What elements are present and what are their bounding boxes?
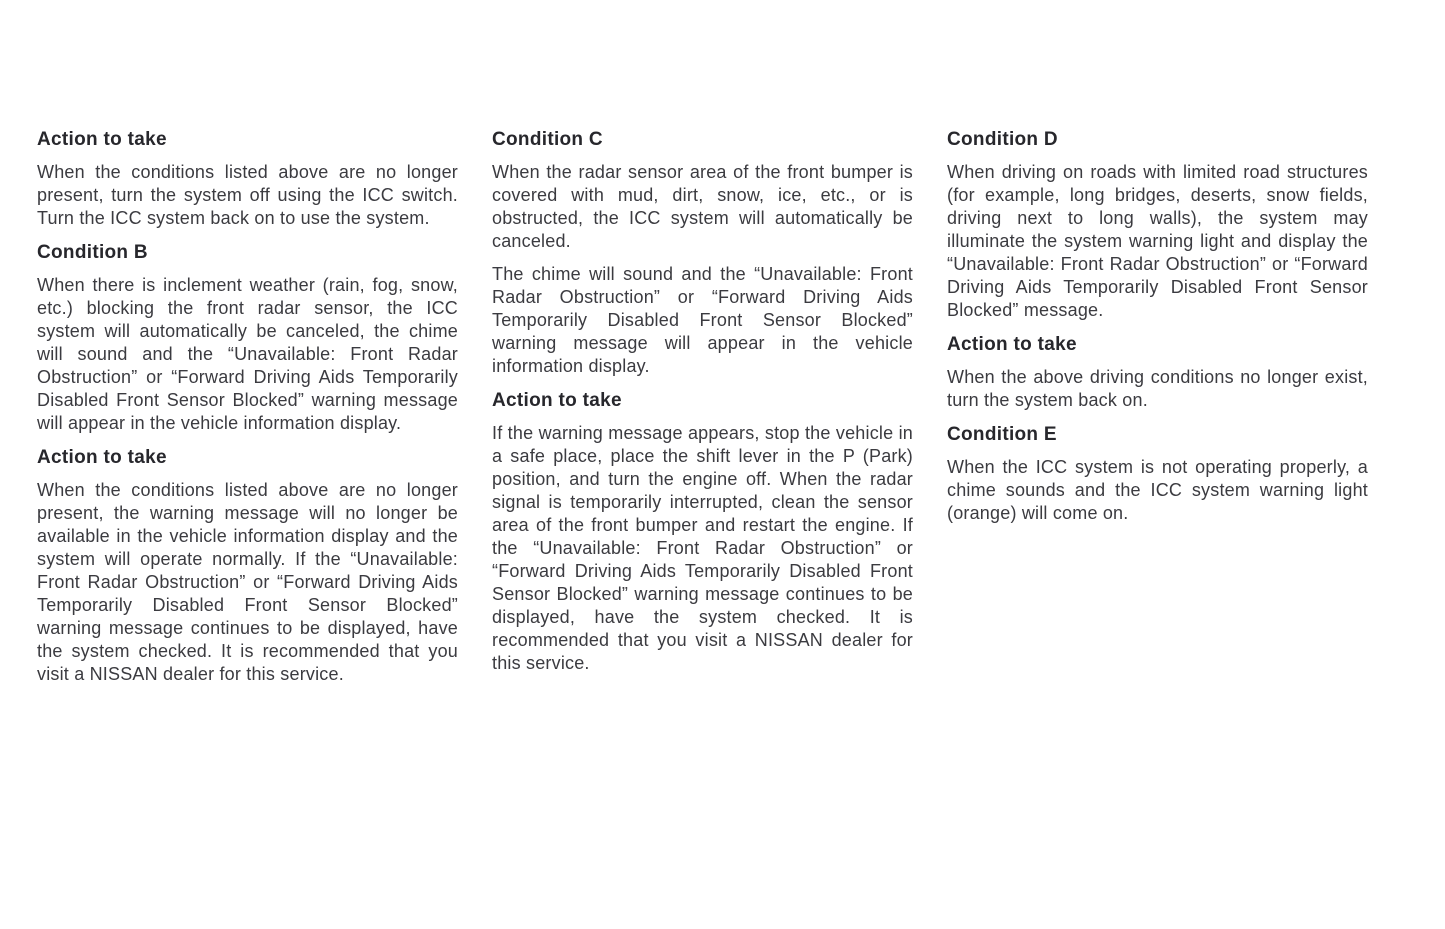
section-heading-condition-b: Condition B xyxy=(37,242,148,263)
body-paragraph: When there is inclement weather (rain, fog, snow, etc.) blocking the front radar sensor, the ICC system will automatically be canceled, the chime will sound and the “Unavailable: Front Radar Obstruction” or “Forward Driving Aids Temporarily Disabled Front Sensor Blocked” warning message will appear in the vehicle information display. xyxy=(37,275,458,433)
section-heading-action-to-take: Action to take xyxy=(37,129,167,150)
text-column-left xyxy=(37,128,458,929)
body-paragraph: When the above driving conditions no longer exist, turn the system back on. xyxy=(947,367,1368,410)
section-heading-condition-d: Condition D xyxy=(947,129,1058,150)
section-heading-action-to-take: Action to take xyxy=(492,390,622,411)
body-paragraph: The chime will sound and the “Unavailable: Front Radar Obstruction” or “Forward Driving Aids Temporarily Disabled Front Sensor Blocked” warning message will appear in the vehicle information display. xyxy=(492,264,913,376)
body-paragraph: When the conditions listed above are no longer present, the warning message will no longer be available in the vehicle information display and the system will operate normally. If the “Unavailable: Front Radar Obstruction” or “Forward Driving Aids Temporarily Disabled Front Sensor Blocked” warning message continues to be displayed, have the system checked. It is recommended that you visit a NISSAN dealer for this service. xyxy=(37,480,458,684)
body-paragraph: When the radar sensor area of the front bumper is covered with mud, dirt, snow, ice, etc., or is obstructed, the ICC system will automatically be canceled. xyxy=(492,162,913,251)
text-column-right xyxy=(947,128,1368,929)
section-heading-action-to-take: Action to take xyxy=(947,334,1077,355)
text-column-middle xyxy=(492,128,913,929)
body-paragraph: When the ICC system is not operating properly, a chime sounds and the ICC system warning light (orange) will come on. xyxy=(947,457,1368,523)
body-paragraph: When the conditions listed above are no longer present, turn the system off using the ICC switch. Turn the ICC system back on to use the system. xyxy=(37,162,458,228)
section-heading-condition-c: Condition C xyxy=(492,129,603,150)
body-paragraph: If the warning message appears, stop the vehicle in a safe place, place the shift lever in the P (Park) position, and turn the engine off. When the radar signal is temporarily interrupted, clean the sensor area of the front bumper and restart the engine. If the “Unavailable: Front Radar Obstruction” or “Forward Driving Aids Temporarily Disabled Front Sensor Blocked” warning message continues to be displayed, have the system checked. It is recommended that you visit a NISSAN dealer for this service. xyxy=(492,423,913,673)
section-heading-condition-e: Condition E xyxy=(947,424,1057,445)
body-paragraph: When driving on roads with limited road structures (for example, long bridges, deserts, snow fields, driving next to long walls), the system may illuminate the system warning light and display the “Unavailable: Front Radar Obstruction” or “Forward Driving Aids Temporarily Disabled Front Sensor Blocked” message. xyxy=(947,162,1368,320)
section-heading-action-to-take: Action to take xyxy=(37,447,167,468)
